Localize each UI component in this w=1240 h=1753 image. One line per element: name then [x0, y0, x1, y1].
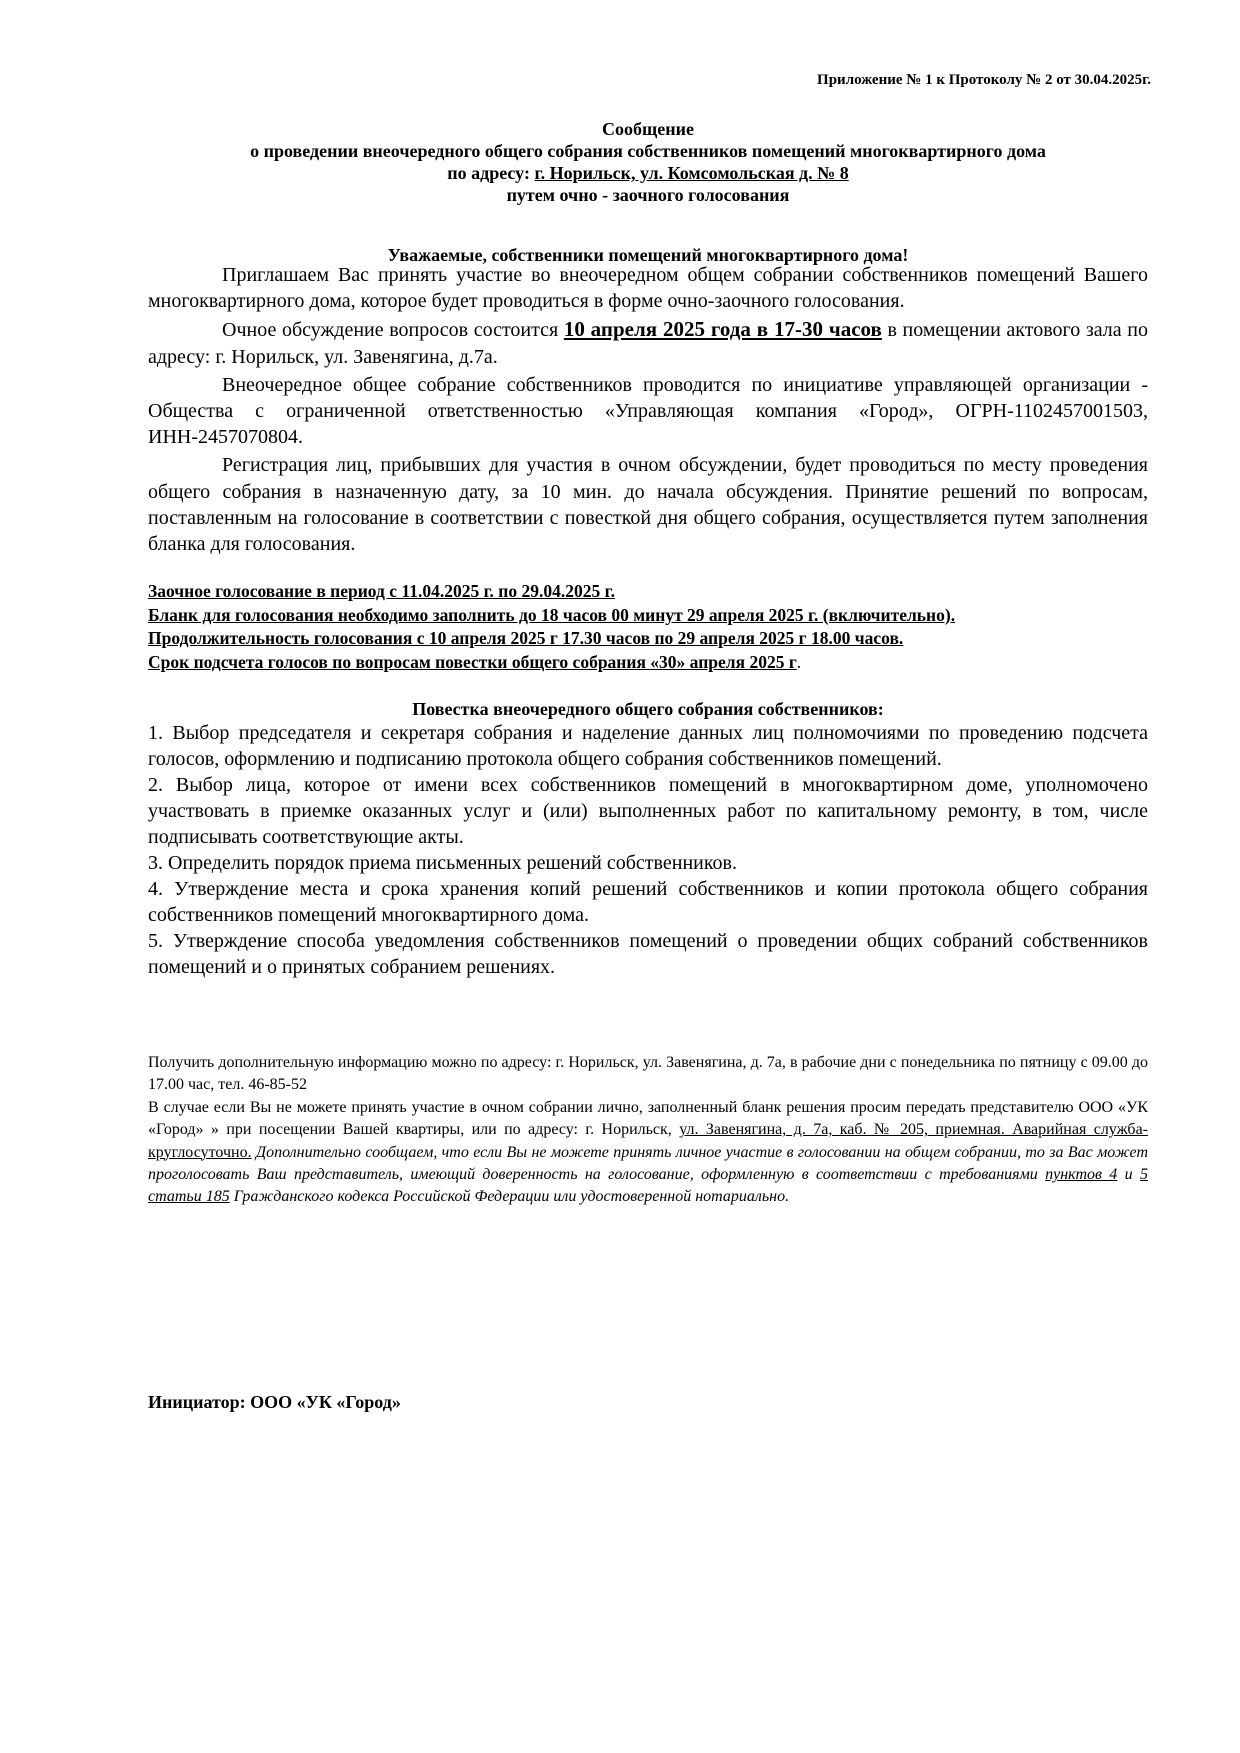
title-line-2: о проведении внеочередного общего собрания собственников помещений многоквартирного дома — [250, 141, 1046, 161]
meeting-date-prefix: Очное обсуждение вопросов состоится — [222, 319, 564, 342]
greeting: Уважаемые, собственники помещений многоквартирного дома! — [387, 245, 909, 265]
agenda-item: 4. Утверждение места и срока хранения копий решений собственников и копии протокола общего собрания собственников помещений многоквартирного дома. — [148, 878, 1148, 926]
voting-period: Заочное голосование в период с 11.04.2025 г. по 29.04.2025 г. — [148, 581, 615, 601]
body-text — [148, 262, 1148, 557]
counting-date-line — [148, 651, 1148, 675]
info-and: и — [1117, 1166, 1141, 1184]
agenda-item: 5. Утверждение способа уведомления собственников помещений о проведении общих собраний собственников помещений и о принятых собранием решениях. — [148, 930, 1148, 978]
info-representative — [148, 1097, 1148, 1209]
agenda-item: 1. Выбор председателя и секретаря собрания и наделение данных лиц полномочиями по проведению подсчета голосов, оформлению и подписанию протокола общего собрания собственников помещений. — [148, 722, 1148, 770]
info-office-address: ул. Завенягина, д. 7а, каб. № 205, приемная. Аварийная служба- круглосуточно. — [148, 1121, 1149, 1161]
form-deadline: Бланк для голосования необходимо заполнить до 18 часов 00 минут 29 апреля 2025 г. (включительно). — [148, 604, 956, 625]
title-line-4: путем очно - заочного голосования — [506, 185, 790, 205]
document-title — [148, 118, 1148, 206]
voting-duration: Продолжительность голосования с 10 апреля 2025 г 17.30 часов по 29 апреля 2025 г 18.00 часов. — [148, 628, 904, 649]
appendix-header: Приложение № 1 к Протоколу № 2 от 30.04.2025г. — [817, 72, 1151, 88]
agenda-list — [148, 720, 1148, 980]
voting-terms — [148, 580, 1148, 674]
paragraph-invitation: Приглашаем Вас принять участие во внеочередном общем собрании собственников помещений Вашего многоквартирного дома, которое будет проводиться в форме очно-заочного голосования. — [148, 264, 1148, 313]
title-address-prefix: по адресу: — [447, 163, 535, 183]
title-address: г. Норильск, ул. Комсомольская д. № 8 — [534, 163, 849, 183]
info-proxy-end: Гражданского кодекса Российской Федерации или удостоверенной нотариально. — [229, 1188, 790, 1206]
agenda-item: 3. Определить порядок приема письменных решений собственников. — [148, 852, 738, 874]
paragraph-registration: Регистрация лиц, прибывших для участия в очном обсуждении, будет проводиться по месту проведения общего собрания в назначенную дату, за 10 мин. до начала обсуждения. Принятие решений по вопросам, поставленным на голосование в соответствии с повесткой дня общего собрания, осуществляется путем заполнения бланка для голосования. — [148, 454, 1148, 556]
info-plain-text: В случае если Вы не можете принять участие в очном собрании лично, заполненный бланк решения просим передать представителю ООО «УК «Город» » при посещении Вашей квартиры, или по адресу: г. Норильск, — [148, 1098, 1148, 1139]
paragraph-initiative: Внеочередное общее собрание собственников проводится по инициативе управляющей организации - Общества с ограниченной ответственностью «Управляющая компания «Город», ОГРН-1102457001503, ИНН-2457070804. — [148, 373, 1148, 449]
info-contact: Получить дополнительную информацию можно по адресу: г. Норильск, ул. Завенягина, д. 7а, в рабочие дни с понедельника по пятницу с 09.00 до 17.00 час, тел. 46-85-52 — [148, 1054, 1148, 1094]
title-line-3 — [148, 162, 1148, 184]
paragraph-meeting-date — [148, 316, 1148, 369]
meeting-date: 10 апреля 2025 года в 17-30 часов — [563, 317, 882, 342]
title-line-1: Сообщение — [602, 119, 694, 139]
agenda-title: Повестка внеочередного общего собрания собственников: — [412, 699, 884, 719]
law-reference-link-1[interactable]: пунктов 4 — [1045, 1166, 1118, 1184]
agenda-item: 2. Выбор лица, которое от имени всех собственников помещений в многоквартирном доме, уполномочено участвовать в приемке оказанных услуг и (или) выполненных работ по капитальному ремонту, в том, числе подписывать соответствующие акты. — [148, 774, 1148, 848]
law-reference-link-2[interactable]: 5 статьи 185 — [148, 1166, 1149, 1206]
info-proxy-text: Дополнительно сообщаем, что если Вы не можете принять личное участие в голосовании на общем собрании, то за Вас может проголосовать Ваш представитель, имеющий доверенность на голосование, оформленную в соответствии с требованиями — [148, 1143, 1148, 1184]
counting-date-end: . — [796, 651, 802, 672]
initiator: Инициатор: ООО «УК «Город» — [148, 1392, 401, 1412]
additional-info — [148, 1052, 1148, 1209]
meeting-date-suffix: в помещении актового зала по адресу: г. Норильск, ул. Завенягина, д.7а. — [148, 319, 1148, 368]
counting-date: Срок подсчета голосов по вопросам повестки общего собрания «30» апреля 2025 г — [148, 651, 797, 672]
